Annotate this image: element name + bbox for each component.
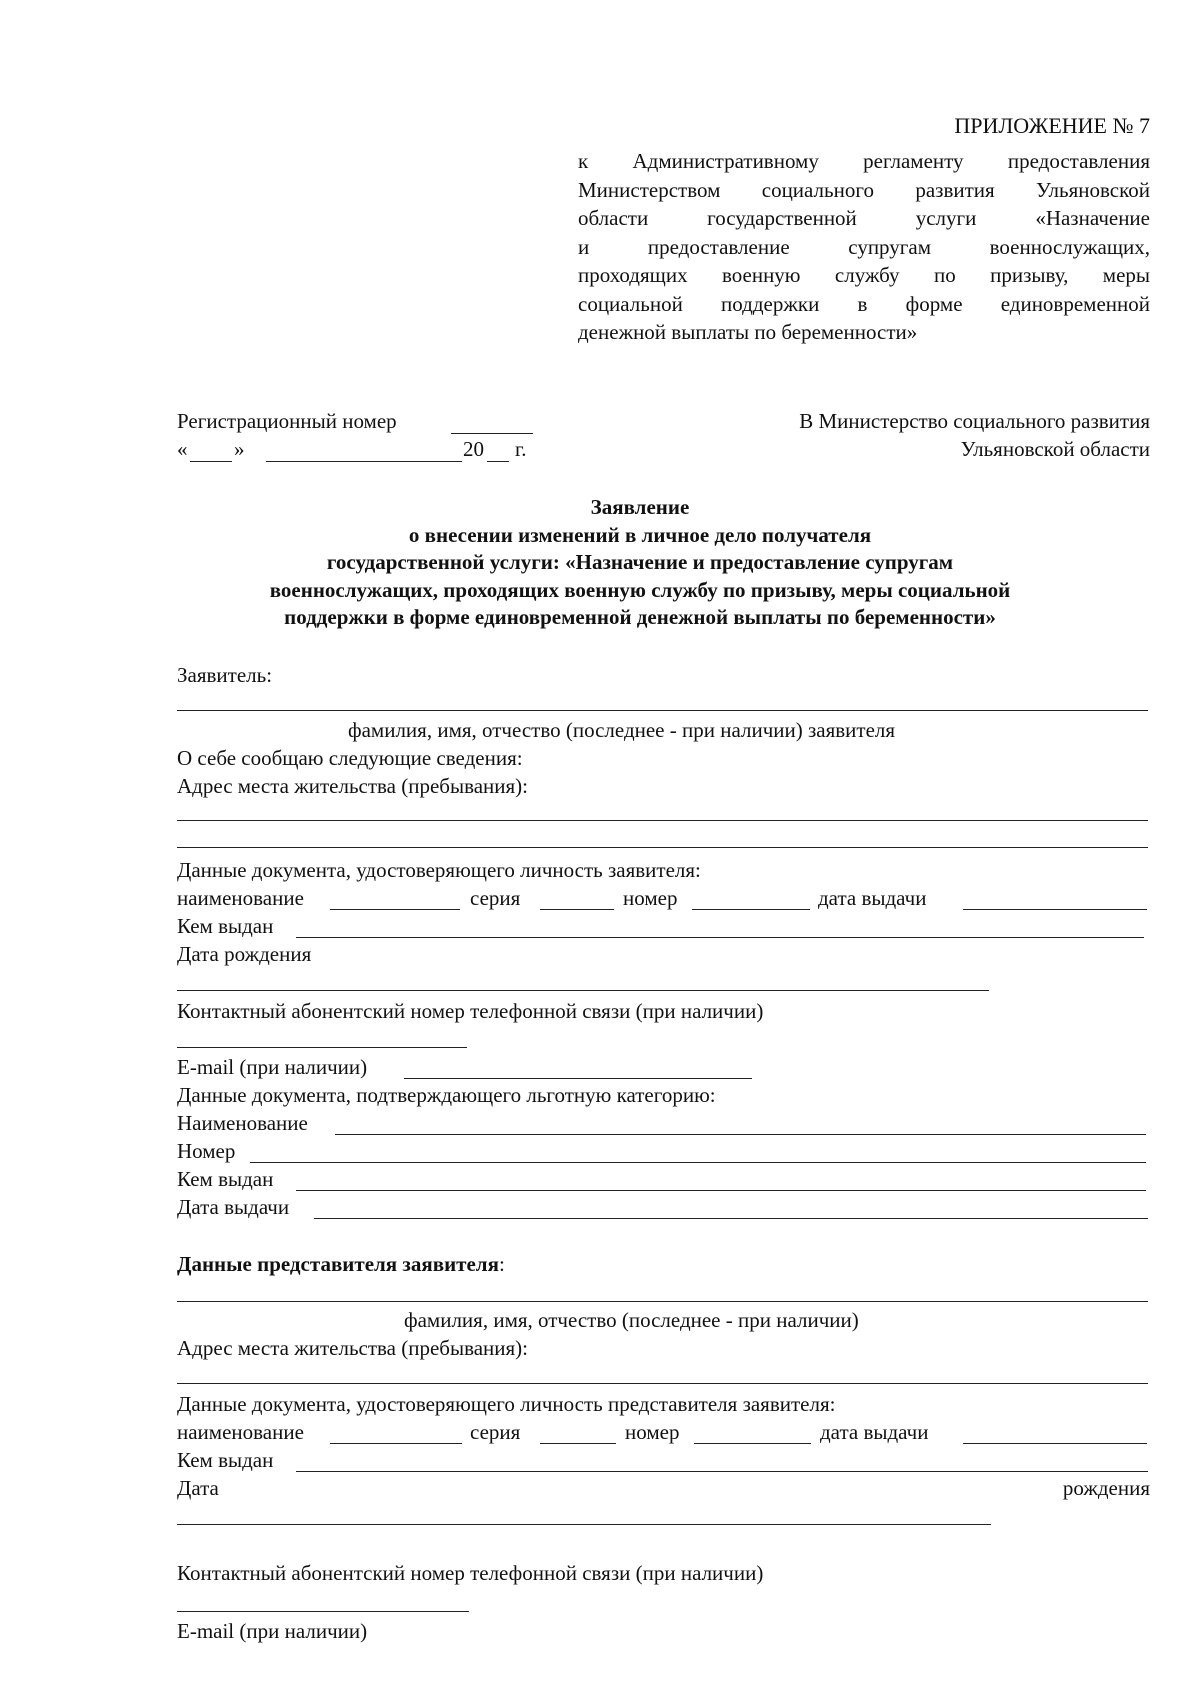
representative-doc-number-field[interactable]: [694, 1443, 811, 1444]
annex-line: социальной поддержки в форме единовременной: [578, 291, 1150, 316]
representative-birth-date-field[interactable]: [177, 1524, 991, 1525]
applicant-fio-caption: фамилия, имя, отчество (последнее - при наличии) заявителя: [348, 718, 896, 742]
representative-fio-field[interactable]: [177, 1301, 1148, 1302]
applicant-birth-date-label: Дата рождения: [177, 942, 312, 966]
applicant-benefit-name-field[interactable]: [335, 1134, 1146, 1135]
representative-phone-label: Контактный абонентский номер телефонной связи (при наличии): [177, 1561, 764, 1585]
recipient-line-1: В Министерство социального развития: [799, 409, 1150, 433]
applicant-doc-series-label: серия: [470, 886, 521, 910]
representative-id-doc-label: Данные документа, удостоверяющего личность представителя заявителя:: [177, 1392, 836, 1416]
applicant-issued-by-label: Кем выдан: [177, 914, 274, 938]
representative-doc-issue-date-label: дата выдачи: [820, 1420, 929, 1444]
applicant-birth-date-field[interactable]: [177, 990, 989, 991]
applicant-phone-label: Контактный абонентский номер телефонной связи (при наличии): [177, 999, 764, 1023]
title-line: государственной услуги: «Назначение и предоставление супругам: [326, 550, 954, 574]
applicant-benefit-issue-date-label: Дата выдачи: [177, 1195, 290, 1219]
annex-line: области государственной услуги «Назначение: [578, 206, 1150, 230]
representative-issued-by-field[interactable]: [296, 1471, 1148, 1472]
representative-email-label: E-mail (при наличии): [177, 1619, 368, 1643]
registration-number-field[interactable]: [451, 433, 533, 434]
applicant-doc-number-field[interactable]: [692, 909, 810, 910]
title-line: военнослужащих, проходящих военную службу по призыву, меры социальной: [269, 577, 1011, 602]
representative-doc-name-label: наименование: [177, 1420, 304, 1444]
registration-month-field[interactable]: [266, 461, 462, 462]
applicant-fio-field[interactable]: [177, 710, 1148, 711]
applicant-email-label: E-mail (при наличии): [177, 1055, 368, 1079]
title-line: поддержки в форме единовременной денежной выплаты по беременности»: [284, 605, 996, 629]
representative-address-label: Адрес места жительства (пребывания):: [177, 1336, 529, 1360]
representative-address-field[interactable]: [177, 1383, 1148, 1384]
annex-line: Министерством социального развития Ульяновской: [578, 177, 1150, 202]
applicant-benefit-issued-by-field[interactable]: [296, 1190, 1146, 1191]
applicant-benefit-name-label: Наименование: [177, 1111, 308, 1135]
applicant-benefit-number-label: Номер: [177, 1139, 236, 1163]
annex-heading: ПРИЛОЖЕНИЕ № 7: [954, 113, 1150, 138]
registration-year-field[interactable]: [487, 461, 509, 462]
registration-day-field[interactable]: [190, 461, 232, 462]
applicant-doc-name-field[interactable]: [330, 909, 460, 910]
applicant-doc-issue-date-label: дата выдачи: [818, 886, 927, 910]
applicant-id-doc-label: Данные документа, удостоверяющего личность заявителя:: [177, 858, 701, 882]
representative-doc-series-label: серия: [470, 1420, 521, 1444]
representative-heading-text: Данные представителя заявителя: [177, 1252, 499, 1276]
applicant-issued-by-field[interactable]: [296, 937, 1144, 938]
applicant-phone-field[interactable]: [177, 1047, 467, 1048]
annex-line: денежной выплаты по беременности»: [578, 320, 918, 344]
annex-line: проходящих военную службу по призыву, меры: [578, 263, 1150, 287]
registration-date-close-quote: »: [234, 437, 245, 461]
applicant-address-field-1[interactable]: [177, 820, 1148, 821]
applicant-doc-series-field[interactable]: [540, 909, 614, 910]
representative-phone-field[interactable]: [177, 1611, 469, 1612]
registration-year-suffix: г.: [515, 437, 527, 461]
registration-number-label: Регистрационный номер: [177, 409, 397, 433]
registration-year-prefix: 20: [463, 437, 484, 461]
applicant-benefit-number-field[interactable]: [250, 1162, 1146, 1163]
representative-issued-by-label: Кем выдан: [177, 1448, 274, 1472]
recipient-line-2: Ульяновской области: [960, 437, 1150, 461]
representative-birth-date-label-2: рождения: [1062, 1476, 1150, 1500]
applicant-doc-name-label: наименование: [177, 886, 304, 910]
representative-birth-date-label-1: Дата: [177, 1476, 219, 1500]
annex-reference: [578, 147, 1150, 347]
applicant-doc-issue-date-field[interactable]: [963, 909, 1147, 910]
applicant-label: Заявитель:: [177, 663, 273, 687]
representative-doc-name-field[interactable]: [330, 1443, 462, 1444]
registration-date-open-quote: «: [177, 437, 188, 461]
representative-doc-number-label: номер: [625, 1420, 680, 1444]
annex-line: и предоставление супругам военнослужащих,: [578, 234, 1150, 259]
applicant-doc-number-label: номер: [623, 886, 678, 910]
applicant-email-field[interactable]: [404, 1078, 752, 1079]
applicant-address-label: Адрес места жительства (пребывания):: [177, 774, 529, 798]
applicant-benefit-doc-label: Данные документа, подтверждающего льготную категорию:: [177, 1083, 716, 1107]
applicant-benefit-issue-date-field[interactable]: [314, 1218, 1148, 1219]
annex-line: к Административному регламенту предоставления: [578, 149, 1150, 173]
applicant-info-intro: О себе сообщаю следующие сведения:: [177, 746, 523, 770]
representative-doc-issue-date-field[interactable]: [963, 1443, 1147, 1444]
applicant-address-field-2[interactable]: [177, 847, 1148, 848]
representative-doc-series-field[interactable]: [540, 1443, 616, 1444]
document-title: [60, 494, 1200, 632]
representative-heading-colon: :: [498, 1252, 505, 1276]
title-line: о внесении изменений в личное дело получателя: [408, 522, 872, 547]
applicant-benefit-issued-by-label: Кем выдан: [177, 1167, 274, 1191]
representative-fio-caption: фамилия, имя, отчество (последнее - при наличии): [404, 1308, 859, 1332]
representative-heading: [177, 1250, 505, 1278]
title-line: Заявление: [590, 495, 690, 519]
